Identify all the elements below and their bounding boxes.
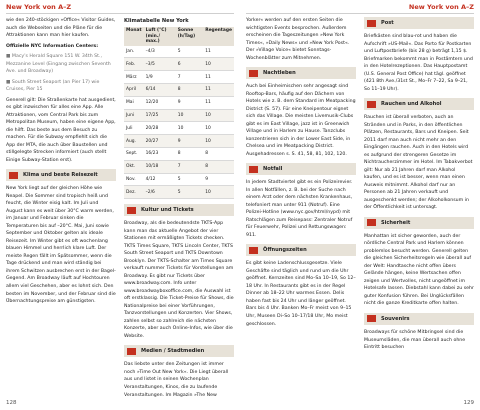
climate-table-cell: 11 [203, 46, 234, 58]
mail-icon [367, 20, 376, 27]
climate-table-cell: 5 [176, 186, 203, 199]
section-oeffnungszeiten [246, 244, 356, 256]
nachtleben-paragraph: Auch bei Einheimischen sehr angesagt sind Rooftop-Bars, häufig auf den Dächern von Hotels wie z. B. dem Standard im Meatpacking District (S. 57). Für eine Kneipentour eignet sich das Village. Die meisten Livemusik-Clubs gibt es im East Village, jazz ist in Greenwich Village und in Harlem zu Hause. Tanzclubs konzentrieren sich in der Lower East Side, in Chelsea und im Meatpacking District. Ausgehadressen s. S. 41, 58, 81, 102, 120. [246, 84, 356, 157]
section-medien-title: Medien / Stadtmedien [141, 348, 205, 355]
section-sicherheit [364, 217, 474, 229]
notfall-paragraph: In jedem Stadtviertel gibt es ein Polizeirevier. In allen Notfällen, z. B. bei der Suche nach einem Arzt oder dem nächsten Krankenhaus, telefoniert man unter 911 (Notruf). Eine Polizei-Hotline (www.nyc.gov/html/nypd) mit Ratschlägen zum Reisepass: Zentraler Notruf für Feuerwehr, Polizei und Rettungswagen: 911. [246, 180, 353, 238]
section-nachtleben-title: Nachtleben [263, 70, 296, 77]
climate-table-body [124, 46, 234, 199]
column-3 [246, 17, 356, 331]
section-notfall [246, 163, 356, 175]
column-2 [124, 17, 234, 402]
post-paragraph: Briefkästen sind blau-rot und haben die Aufschrift »US-Mail«. Das Porto für Postkarten und Luftpostbriefe (bis 28 g) beträgt 1,15 $. Briefmarken bekommt man in Postämtern und in den Hotelrezeptionen. Das Hauptpostamt (U.S. General Post Office) hat tägl. geöffnet (421 8th Ave./31st St., Mo–Fr 7–22, Sa 9–21, So 11–19 Uhr). [364, 34, 473, 92]
clock-icon [249, 247, 258, 254]
climate-table-cell: 10 [203, 186, 234, 199]
climate-table-header [124, 27, 234, 46]
col-month: Monat [124, 27, 144, 46]
climate-table-cell: 9 [203, 173, 234, 186]
climate-table-cell: 8 [176, 148, 203, 161]
climate-table-cell: 8 [203, 148, 234, 161]
header-rule-left [6, 13, 234, 14]
climate-table-cell: Dez. [124, 186, 144, 199]
info-center-seaport: ■ South Street Seaport (an Pier 17) wie Cruises, Pier 15 [6, 79, 100, 93]
climate-table-row [124, 58, 234, 71]
media-icon [127, 348, 136, 355]
climate-table-cell: 5 [176, 46, 203, 58]
climate-table-row [124, 148, 234, 161]
intro-paragraph: wie den 240-stöckigen »Office« Visitor Guides, auch die Webseiten und die Pläne für die Attraktionen kann man hier kaufen. [6, 18, 116, 39]
souvenirs-paragraph: Broadways für schöne Mitbringsel sind die Museumsläden, die man überall auch ohne Eintritt besuchen [364, 329, 466, 351]
climate-table-cell: 10 [203, 135, 234, 148]
safety-icon [367, 219, 376, 226]
section-souvenirs [364, 313, 474, 325]
climate-table-row [124, 109, 234, 122]
climate-table-cell: 9 [176, 96, 203, 109]
climate-table-row [124, 71, 234, 84]
climate-table-cell: 8 [203, 160, 234, 173]
sicherheit-paragraph: Manhattan ist sicher geworden, auch der nördliche Central Park und Harlem können problemlos besucht werden. Generell gelten die gleichen Sicherheitsregeln wie überall auf der Welt: Handtasche nicht offen übers Gelände hängen, keine Wertsachen offen zeigen und Wertvolles, nicht ungeöffnet im Hotelsafe lassen. Diebstahl kann dabei zu sehr guter Konfusion führen. Bei Unglücksfällen nicht die ganze Kreditkarte offen halten. [364, 233, 474, 307]
climate-table-cell: 4/12 [144, 173, 176, 186]
newspapers-paragraph: Yorker« werden auf den ersten Seiten die wichtigsten Events besprochen. Außerdem erscheinen die Tageszeitungen »New York Times«, »Daily News« und »New York Post«. Der »Village Voice« bietet Sonntags-Wochenblätter zum Mitnehmen. [246, 18, 350, 61]
col-temperature: Luft (°C) (min./ max.) [144, 27, 176, 46]
climate-table-cell: März [124, 71, 144, 84]
nightlife-icon [249, 70, 258, 77]
climate-table-cell: 17/25 [144, 109, 176, 122]
climate-table-row [124, 135, 234, 148]
climate-table-cell: April [124, 84, 144, 97]
climate-table-cell: 7 [176, 160, 203, 173]
climate-table-cell: Feb. [124, 58, 144, 71]
kultur-paragraph: Broadway, als die bedeutendste TKTS-App kann man das aktuelle Angebot der vier Stationen mit ermäßigten Tickets checken. TKTS Times Square, TKTS Lincoln Center, TKTS South Street Seaport und TKTS Downtown Brooklyn. Der TKTS-Schalter am Times Square verkauft nummer Tickets für Vorstellungen am Broadway. Es gibt nur Tickets über www.broadway.com. Info unter www.broadwayboxoffice.com, die Auswahl ist oft erstklassig. Die Ticket-Preise für Shows, die Nationalpreise bei einer Vorführungen, Tanzvorstellungen und Konzerten. Vier Shows, zahlen selbst so zahlreich die nächsten Konzerte, aber auch Online-Infos, wie über die Website. [124, 221, 234, 339]
climate-table-cell: Juli [124, 122, 144, 135]
climate-table-cell: Jan. [124, 46, 144, 58]
climate-table-row [124, 84, 234, 97]
page-number-right: 129 [463, 400, 474, 406]
section-nachtleben [246, 67, 356, 79]
climate-table-cell: 10/18 [144, 160, 176, 173]
climate-table-row [124, 122, 234, 135]
climate-table-cell: 6 [176, 58, 203, 71]
section-rauchen [364, 98, 474, 110]
climate-table-cell: 1/9 [144, 71, 176, 84]
section-medien [124, 345, 234, 357]
section-rauchen-title: Rauchen und Alkohol [381, 101, 442, 108]
climate-table-cell: Aug. [124, 135, 144, 148]
climate-table-cell: 10 [203, 122, 234, 135]
climate-table-row [124, 173, 234, 186]
gift-icon [367, 315, 376, 322]
climate-table-cell: 16/23 [144, 148, 176, 161]
header-right: New York von A–Z [408, 3, 474, 11]
climate-table-cell: Mai [124, 96, 144, 109]
column-1 [6, 17, 116, 309]
header-left: New York von A–Z [6, 3, 72, 11]
section-post-title: Post [381, 19, 394, 26]
climate-table-cell: 10 [176, 109, 203, 122]
section-klima [6, 169, 116, 181]
section-post [364, 17, 474, 29]
rauchen-paragraph: Rauchen ist überall verboten, auch an Stränden und in Parks, in den öffentlichen Plätzen, Restaurants, Bars und Kneipen. Seit 2011 darf man auch nicht mehr an den Eingängen rauchen. Auch in den Hotels wird es aufgrund der strengeren Gesetze im Nichtraucherzimmer im Hotel. Im Tabakverbot gilt: Nur ab 21 Jahren darf man Alkohol kaufen, und es ist besser, wenn man einen Ausweis mitnimmt. Alkohol darf nur an Personen ab 21 Jahren verkauft und ausgeschenkt werden; der Alkoholkonsum in der Öffentlichkeit ist untersagt. [364, 115, 473, 211]
climate-table-cell: 5 [176, 173, 203, 186]
climate-table-cell: 11 [203, 71, 234, 84]
col-rain: Regentage [203, 27, 234, 46]
climate-table-cell: Okt. [124, 160, 144, 173]
section-sicherheit-title: Sicherheit [381, 219, 411, 226]
section-notfall-title: Notfall [263, 166, 283, 173]
emergency-icon [249, 166, 258, 173]
climate-table-row [124, 96, 234, 109]
climate-table-cell: Nov. [124, 173, 144, 186]
climate-table-cell: 11 [203, 84, 234, 97]
climate-table-cell: –4/3 [144, 46, 176, 58]
climate-table-cell: 11 [203, 96, 234, 109]
climate-table-title: Klimatabelle New York [124, 18, 189, 24]
climate-table-cell: 20/27 [144, 135, 176, 148]
climate-table-row [124, 186, 234, 199]
apps-paragraph: Generell gilt: Die Straßenkarte hat ausgedient, es gibt inzwischen für alles eine App. Alle Attraktionen, vom Central Park bis zum Metropolitan Museum, haben eine eigene App, die hilft. Das beste aus dem Besuch zu machen. Für die Subway empfiehlt sich die App der MTA, die auch über Baustellen und stillgelegte Strecken informiert (auch stellt Einige Subway-Station erst). [6, 97, 116, 163]
section-kultur [124, 204, 234, 216]
climate-table-cell: –3/5 [144, 58, 176, 71]
climate-table-cell: 10 [176, 122, 203, 135]
section-souvenirs-title: Souvenirs [381, 315, 410, 322]
climate-table-cell: 6/14 [144, 84, 176, 97]
climate-table-cell: –2/6 [144, 186, 176, 199]
page-number-left: 128 [6, 400, 17, 406]
climate-table-cell: 20/28 [144, 122, 176, 135]
section-kultur-title: Kultur und Tickets [141, 207, 194, 214]
climate-table-cell: 12/20 [144, 96, 176, 109]
medien-paragraph: Das liebste unter den Zeitungen ist immer noch »Time Out New York«. Die Liegt überall aus und listet in seinen Wochenplan Veranstaltungen, Kinos, die zu laufende Veranstaltungen. Im Magazin »The New [124, 362, 229, 398]
climate-table-cell: 10 [203, 109, 234, 122]
climate-table-cell: 9 [176, 135, 203, 148]
header-rule-right [246, 13, 474, 14]
climate-table-cell: 8 [176, 84, 203, 97]
climate-table-row [124, 46, 234, 58]
oeffnungszeiten-paragraph: Es gibt keine Ladenschlussgesetze. Viele Geschäfte sind täglich und rund um die Uhr geöffnet. Kernzeiten sind Mo–Sa 10–19, So 12–18 Uhr. In Restaurants gibt es in der Regel Dinner ab 18–22 Uhr warmes Essen. Delis haben fast bis 24 Uhr und länger geöffnet. Bars bis 4 Uhr. Banken Mo–Fr meist von 9–15 Uhr, Museen Di–So 10–17/18 Uhr, Mo meist geschlossen. [246, 261, 356, 327]
column-4 [364, 17, 474, 355]
climate-table-cell: Juni [124, 109, 144, 122]
climate-table-cell: 7 [176, 71, 203, 84]
climate-table [124, 27, 234, 199]
section-oeffnungszeiten-title: Öffnungszeiten [263, 247, 307, 254]
klima-paragraph: New York liegt auf der gleichen Höhe wie Neapel. Die Sommer sind tropisch heiß und feucht, die Winter eisig kalt. Im Juli und August kann es weit über 30°C warm werden, im Januar und Februar sinken die Temperaturen bis auf –20°C. Mai, Juni sowie September und Oktober gelten als ideale Reisezeit. Im Winter gibt es oft wochenlang blauen Himmel und herrlich klare Luft. Der meiste Regen fällt im Spätsommer, wenn die Tage drückend und man wird ständig bei ihrem Schwitzen ausbrechen erst in der Bagel-Gegend. Am Broadway läuft auf Hochtouren allem viel Geschehen, aber es lohnt sich. Den besten im November, und der Februar sind die Übernachtungspreise am günstigsten. [6, 186, 116, 305]
smoking-icon [367, 101, 376, 108]
climate-icon [9, 172, 18, 179]
climate-table-row [124, 160, 234, 173]
info-centers-heading: Offizielle NYC Information Centers: [6, 43, 99, 49]
section-klima-title: Klima und beste Reisezeit [23, 172, 98, 179]
climate-table-cell: Sept. [124, 148, 144, 161]
climate-table-cell: 10 [203, 58, 234, 71]
info-center-macys: ■ Macy's Herald Square 151 W. 34th St., Mezzanine Level (Eingang zwischen Seventh Ave. und Broadway) [6, 54, 111, 75]
col-sun: Sonne (h/Tag) [176, 27, 203, 46]
ticket-icon [127, 207, 136, 214]
